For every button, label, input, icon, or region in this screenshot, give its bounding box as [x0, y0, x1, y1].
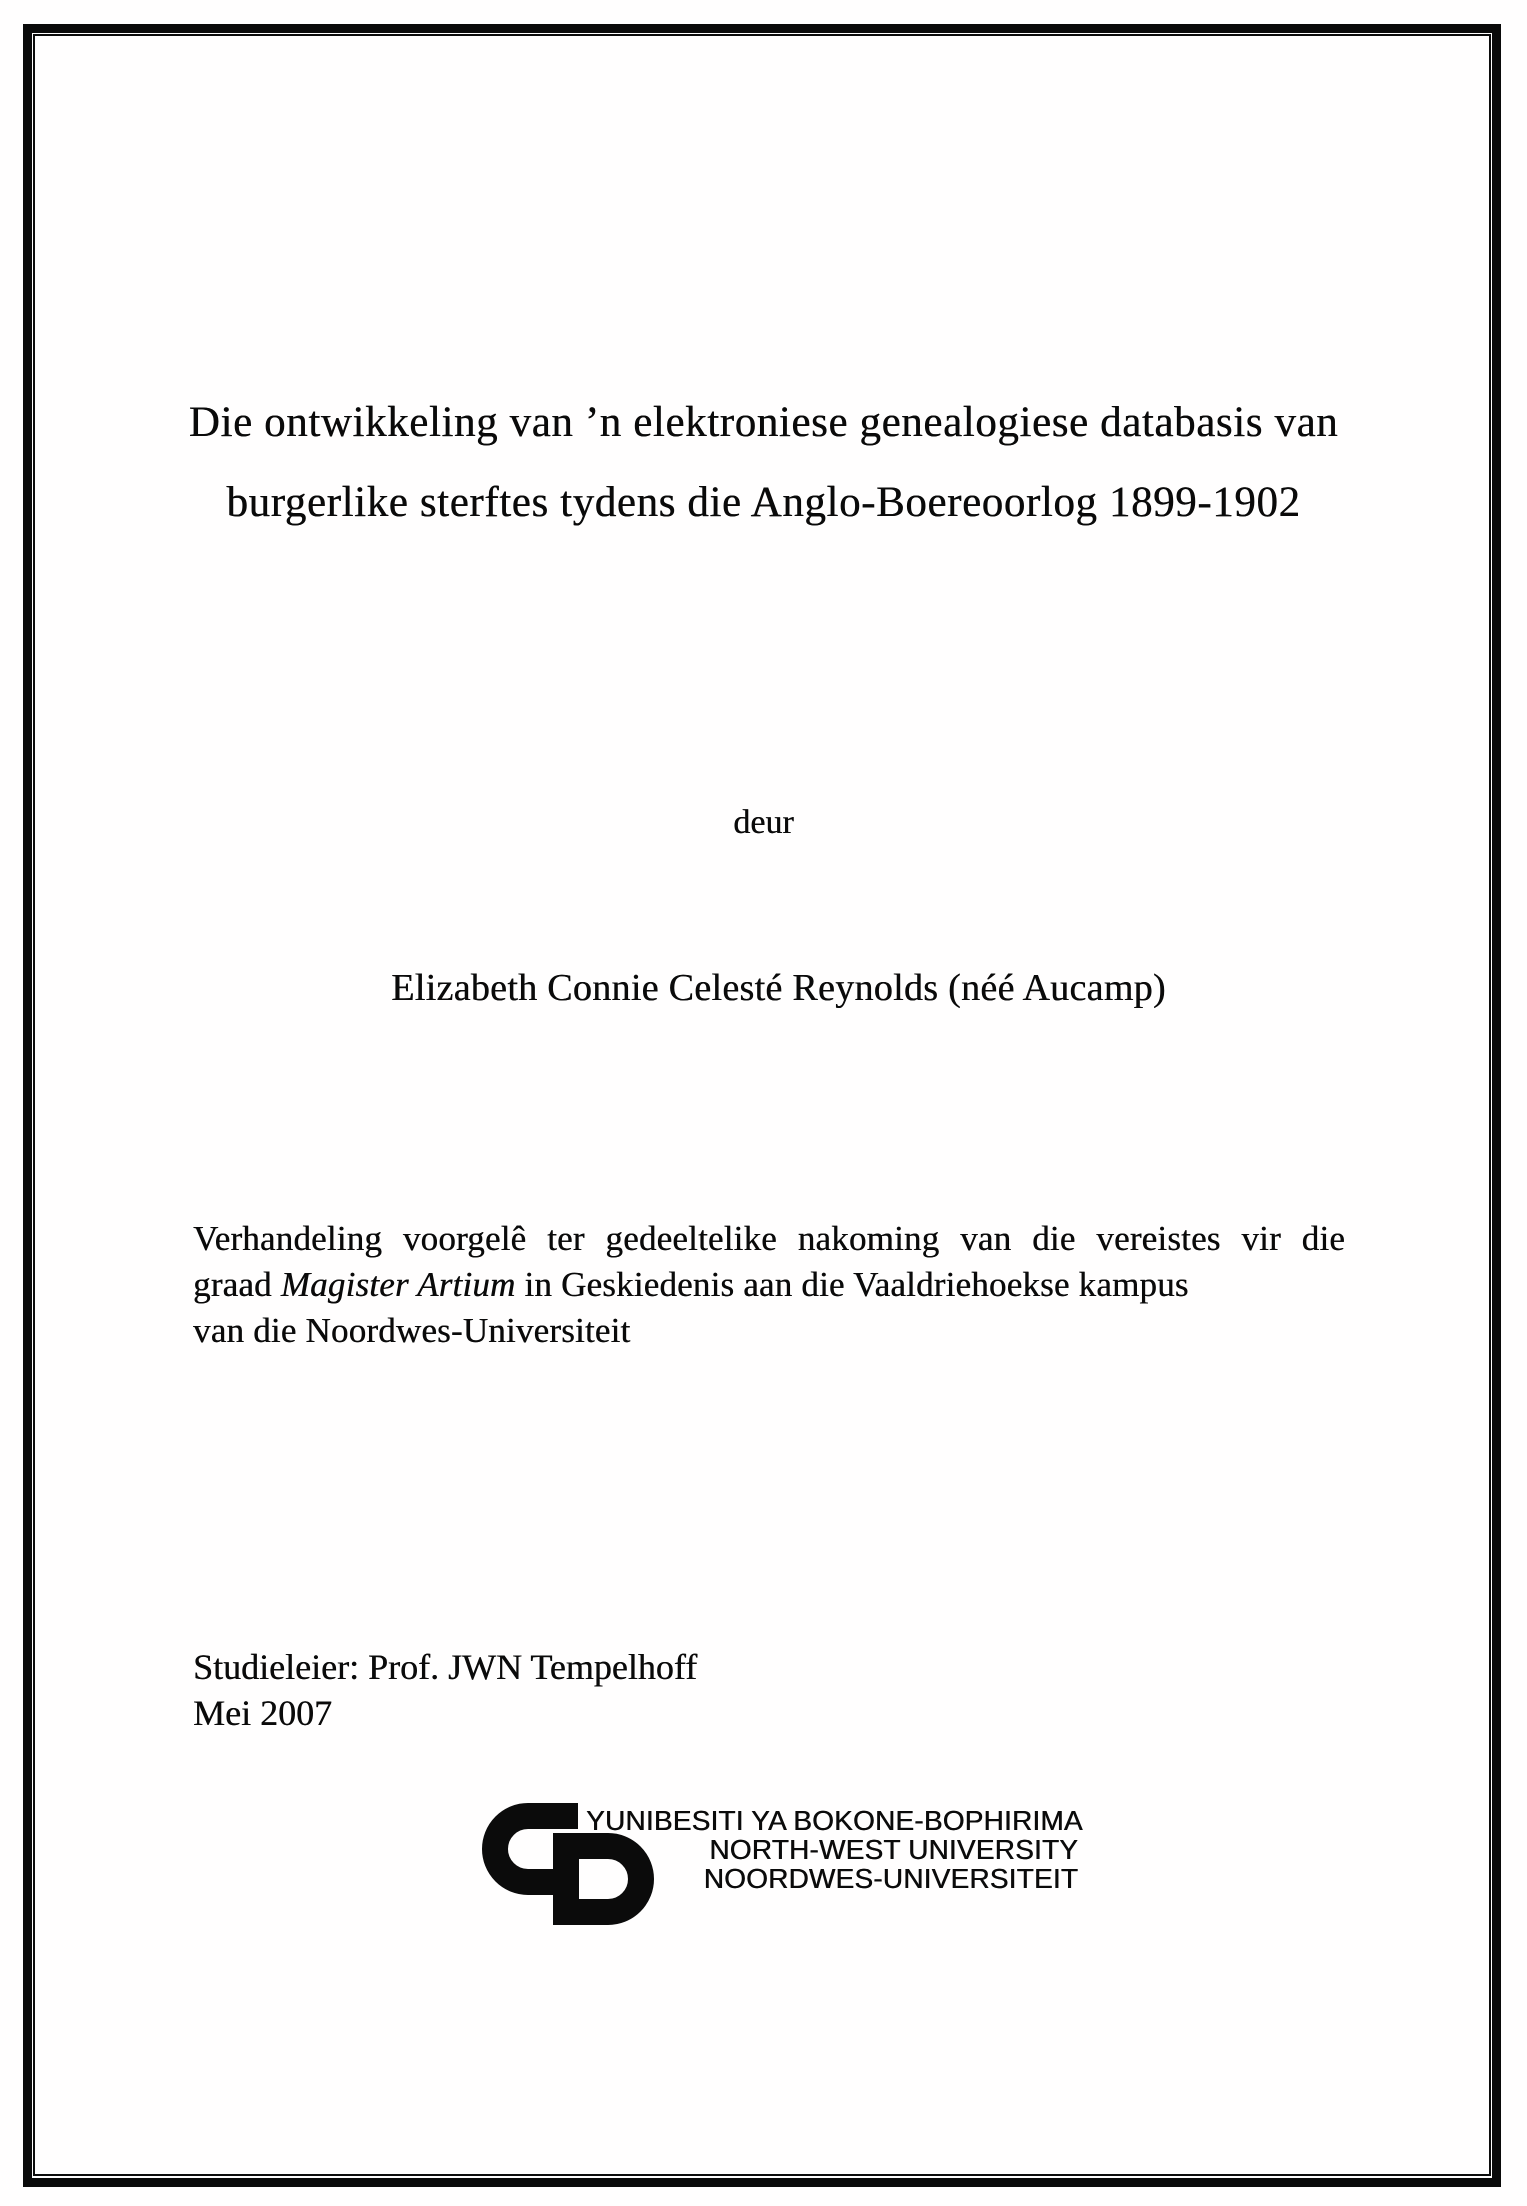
degree-statement-line2-prefix: graad [193, 1265, 281, 1304]
degree-statement-line3: van die Noordwes-Universiteit [193, 1311, 631, 1350]
logo-line-setswana: YUNIBESITI YA BOKONE-BOPHIRIMA [586, 1805, 1083, 1836]
logo-line-english: NORTH-WEST UNIVERSITY [709, 1834, 1078, 1865]
degree-statement [193, 1216, 1345, 1354]
date-line: Mei 2007 [193, 1693, 332, 1733]
author-name: Elizabeth Connie Celesté Reynolds (néé Aucamp) [391, 967, 1166, 1009]
byline-label: deur [733, 804, 794, 841]
university-logo-text [586, 1805, 1083, 1894]
supervisor-line: Studieleier: Prof. JWN Tempelhoff [193, 1647, 698, 1687]
degree-name-italic: Magister Artium [280, 1265, 516, 1304]
degree-statement-line1: Verhandeling voorgelê ter gedeeltelike nakoming van die vereistes vir die [193, 1219, 1345, 1258]
thesis-title [60, 399, 1467, 527]
degree-statement-line2-suffix: in Geskiedenis aan die Vaaldriehoekse kampus [515, 1265, 1189, 1304]
degree-statement-line2 [193, 1262, 1345, 1308]
thesis-title-line1: Die ontwikkeling van ’n elektroniese genealogiese databasis van [188, 399, 1339, 446]
university-logo [468, 1799, 1088, 1931]
thesis-title-line2: burgerlike sterftes tydens die Anglo-Boereoorlog 1899-1902 [226, 479, 1301, 526]
logo-line-afrikaans: NOORDWES-UNIVERSITEIT [703, 1863, 1078, 1894]
